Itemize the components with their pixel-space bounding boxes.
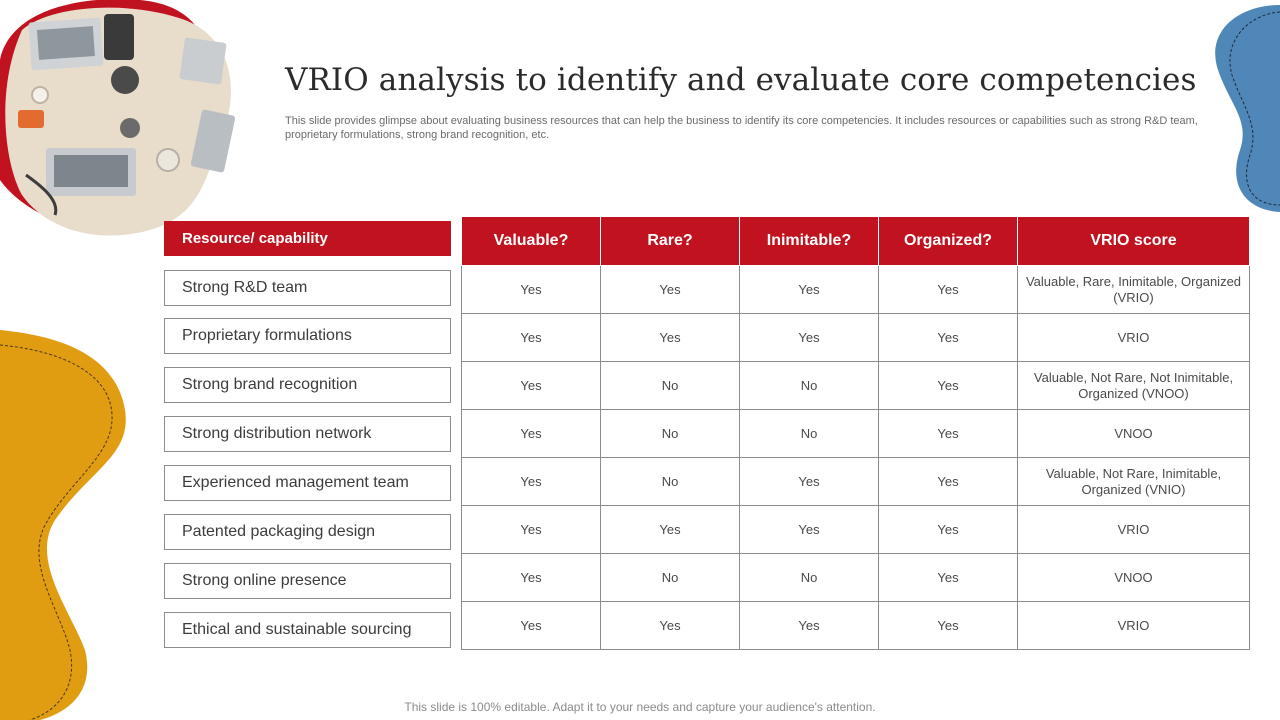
table-header-row <box>462 217 1250 266</box>
table-cell: Yes <box>462 410 601 458</box>
table-cell: Yes <box>601 314 740 362</box>
table-cell: VRIO <box>1018 506 1250 554</box>
page-title: VRIO analysis to identify and evaluate core competencies <box>285 62 1197 98</box>
footer-note: This slide is 100% editable. Adapt it to your needs and capture your audience's attention. <box>404 700 876 714</box>
table-cell: No <box>601 458 740 506</box>
table-cell: No <box>740 410 879 458</box>
table-row <box>462 458 1250 506</box>
table-row <box>462 410 1250 458</box>
table-cell: Yes <box>462 362 601 410</box>
table-row <box>462 314 1250 362</box>
table-cell: Yes <box>879 362 1018 410</box>
table-row <box>462 554 1250 602</box>
yellow-blob <box>0 330 126 720</box>
table-cell: Yes <box>601 602 740 650</box>
table-cell: VRIO <box>1018 602 1250 650</box>
table-cell: Yes <box>879 554 1018 602</box>
table-cell: Yes <box>879 410 1018 458</box>
table-cell: Valuable, Rare, Inimitable, Organized (VRIO) <box>1018 266 1250 314</box>
table-row <box>462 602 1250 650</box>
table-cell: Valuable, Not Rare, Inimitable, Organized (VNIO) <box>1018 458 1250 506</box>
table-cell: Yes <box>601 266 740 314</box>
table-cell: Yes <box>879 266 1018 314</box>
table-cell: VNOO <box>1018 554 1250 602</box>
table-cell: Yes <box>879 506 1018 554</box>
vrio-table <box>461 216 1250 650</box>
table-cell: No <box>601 362 740 410</box>
header-inimitable: Inimitable? <box>740 217 879 266</box>
table-cell: No <box>740 362 879 410</box>
resource-item: Strong distribution network <box>164 416 451 452</box>
page-subtitle: This slide provides glimpse about evaluating business resources that can help the business to identify its core competencies. It includes resources or capabilities such as strong R&D team, proprietary formulations, strong brand recognition, etc. <box>285 115 1198 141</box>
table-cell: Yes <box>740 602 879 650</box>
table-cell: Yes <box>462 506 601 554</box>
resource-item: Strong R&D team <box>164 270 451 306</box>
table-cell: No <box>740 554 879 602</box>
resource-item: Strong online presence <box>164 563 451 599</box>
table-cell: Yes <box>740 458 879 506</box>
table-cell: Yes <box>740 314 879 362</box>
header-vrio-score: VRIO score <box>1018 217 1250 266</box>
table-cell: Yes <box>740 266 879 314</box>
table-cell: Yes <box>462 458 601 506</box>
table-cell: Yes <box>462 554 601 602</box>
table-cell: Yes <box>879 602 1018 650</box>
resource-item: Experienced management team <box>164 465 451 501</box>
table-cell: Yes <box>601 506 740 554</box>
table-cell: Yes <box>740 506 879 554</box>
header-rare: Rare? <box>601 217 740 266</box>
table-cell: Yes <box>879 458 1018 506</box>
resource-item: Proprietary formulations <box>164 318 451 354</box>
table-cell: Yes <box>462 266 601 314</box>
table-cell: VNOO <box>1018 410 1250 458</box>
table-cell: Yes <box>462 602 601 650</box>
header-valuable: Valuable? <box>462 217 601 266</box>
table-row <box>462 266 1250 314</box>
table-row <box>462 506 1250 554</box>
resource-item: Strong brand recognition <box>164 367 451 403</box>
desk-photo-image <box>5 8 235 236</box>
header-organized: Organized? <box>879 217 1018 266</box>
table-cell: No <box>601 410 740 458</box>
resource-column-header: Resource/ capability <box>164 221 451 256</box>
table-row <box>462 362 1250 410</box>
table-cell: No <box>601 554 740 602</box>
table-cell: Valuable, Not Rare, Not Inimitable, Organized (VNOO) <box>1018 362 1250 410</box>
table-cell: Yes <box>879 314 1018 362</box>
table-cell: VRIO <box>1018 314 1250 362</box>
table-cell: Yes <box>462 314 601 362</box>
resource-item: Ethical and sustainable sourcing <box>164 612 451 648</box>
resource-item: Patented packaging design <box>164 514 451 550</box>
blue-blob <box>1215 5 1280 212</box>
